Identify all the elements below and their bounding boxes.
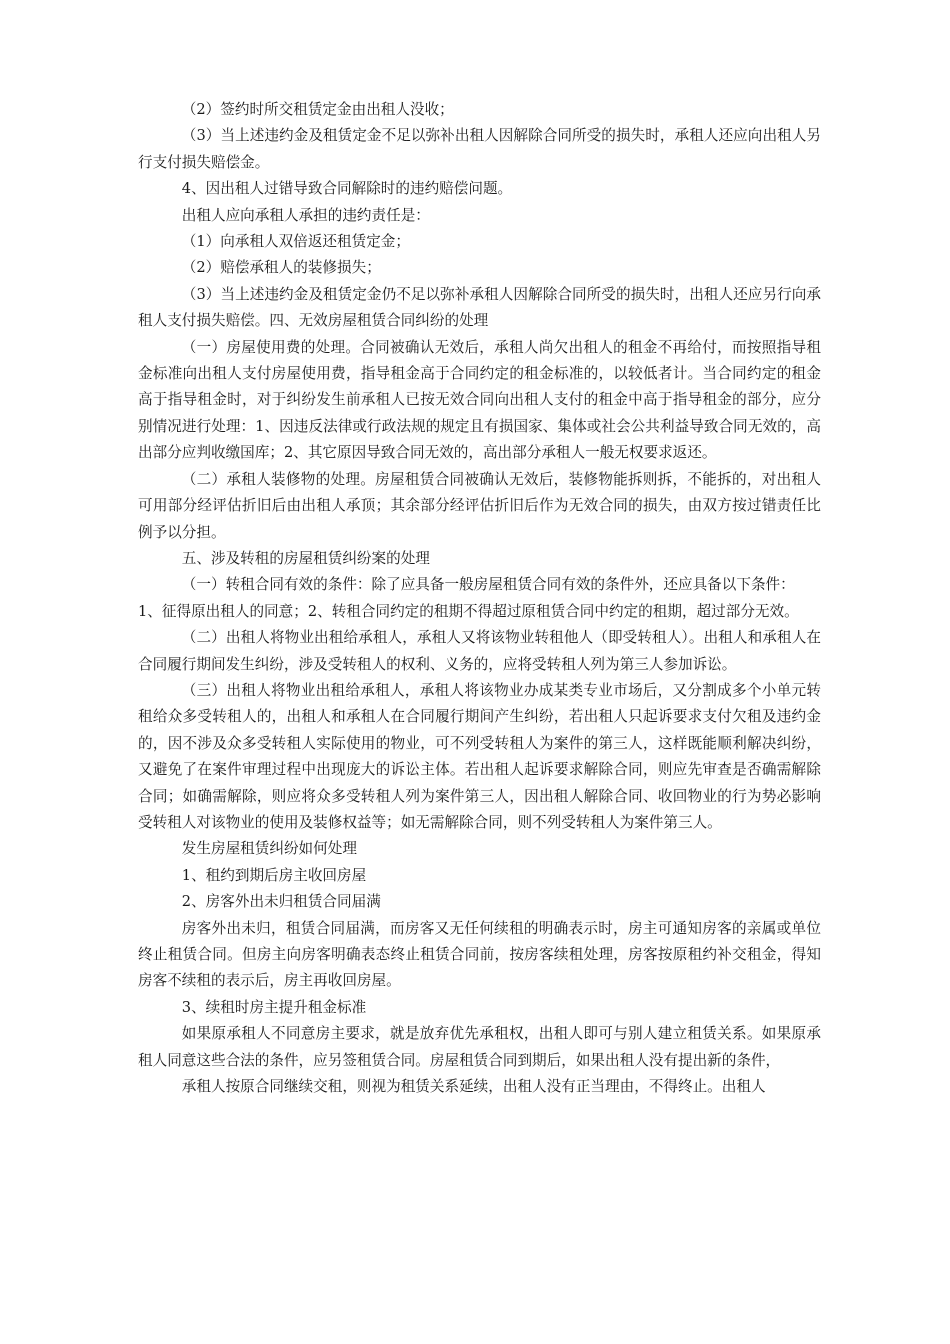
paragraph: （一）房屋使用费的处理。合同被确认无效后，承租人尚欠出租人的租金不再给付，而按照指导租金标准向出租人支付房屋使用费，指导租金高于合同约定的租金标准的，以较低者计。当合同约定的租金高于指导租金时，对于纠纷发生前承租人已按无效合同向出租人支付的租金中高于指导租金的部分，应分别情况进行处理：1、因违反法律或行政法规的规定且有损国家、集体或社会公共利益导致合同无效的，高出部分应判收缴国库；2、其它原因导致合同无效的，高出部分承租人一般无权要求返还。 <box>138 338 821 462</box>
paragraph: （1）向承租人双倍返还租赁定金； <box>181 233 410 251</box>
paragraph: 2、房客外出未归租赁合同届满 <box>181 893 381 911</box>
paragraph: 如果原承租人不同意房主要求，就是放弃优先承租权，出租人即可与别人建立租赁关系。如果原承租人同意这些合法的条件，应另签租赁合同。房屋租赁合同到期后，如果出租人没有提出新的条件， <box>138 1025 821 1069</box>
paragraph: 4、因出租人过错导致合同解除时的违约赔偿问题。 <box>181 180 513 198</box>
paragraph: 出租人应向承租人承担的违约责任是： <box>181 206 430 224</box>
paragraph: （2）签约时所交租赁定金由出租人没收； <box>181 101 454 118</box>
paragraph: 房客外出未归，租赁合同届满，而房客又无任何续租的明确表示时，房主可通知房客的亲属或单位终止租赁合同。但房主向房客明确表态终止租赁合同前，按房客续租处理，房客按原租约补交租金，得知房客不续租的表示后，房主再收回房屋。 <box>138 919 821 990</box>
paragraph: 承租人按原合同继续交租，则视为租赁关系延续，出租人没有正当理由，不得终止。出租人 <box>181 1078 766 1096</box>
section-heading: 五、涉及转租的房屋租赁纠纷案的处理 <box>181 549 430 567</box>
paragraph: 1、征得原出租人的同意；2、转租合同约定的租期不得超过原租赁合同中约定的租期，超过部分无效。 <box>138 602 799 620</box>
paragraph: （二）承租人装修物的处理。房屋租赁合同被确认无效后，装修物能拆则拆，不能拆的，对出租人可用部分经评估折旧后由出租人承顶；其余部分经评估折旧后作为无效合同的损失，由双方按过错责任比例予以分担。 <box>138 470 821 541</box>
paragraph: （一）转租合同有效的条件：除了应具备一般房屋租赁合同有效的条件外，还应具备以下条件： <box>181 576 795 594</box>
paragraph: 3、续租时房主提升租金标准 <box>181 998 367 1016</box>
paragraph: 1、租约到期后房主收回房屋 <box>181 866 367 884</box>
paragraph: （3）当上述违约金及租赁定金不足以弥补出租人因解除合同所受的损失时，承租人还应向出租人另行支付损失赔偿金。 <box>138 127 821 171</box>
section-heading: 发生房屋租赁纠纷如何处理 <box>181 840 357 858</box>
document-body <box>138 97 821 1100</box>
paragraph: （3）当上述违约金及租赁定金仍不足以弥补承租人因解除合同所受的损失时，出租人还应另行向承租人支付损失赔偿。四、无效房屋租赁合同纠纷的处理 <box>138 285 821 330</box>
paragraph: （二）出租人将物业出租给承租人，承租人又将该物业转租他人（即受转租人）。出租人和承租人在合同履行期间发生纠纷，涉及受转租人的权利、义务的，应将受转租人列为第三人参加诉讼。 <box>138 629 821 673</box>
paragraph: （三）出租人将物业出租给承租人，承租人将该物业办成某类专业市场后，又分割成多个小单元转租给众多受转租人的，出租人和承租人在合同履行期间产生纠纷，若出租人只起诉要求支付欠租及违约金的，因不涉及众多受转租人实际使用的物业，可不列受转租人为案件的第三人，这样既能顺利解决纠纷，又避免了在案件审理过程中出现庞大的诉讼主体。若出租人起诉要求解除合同，则应先审查是否确需解除合同；如确需解除，则应将众多受转租人列为案件第三人，因出租人解除合同、收回物业的行为势必影响受转租人对该物业的使用及装修权益等；如无需解除合同，则不列受转租人为案件第三人。 <box>138 681 821 831</box>
paragraph: （2）赔偿承租人的装修损失； <box>181 259 381 277</box>
